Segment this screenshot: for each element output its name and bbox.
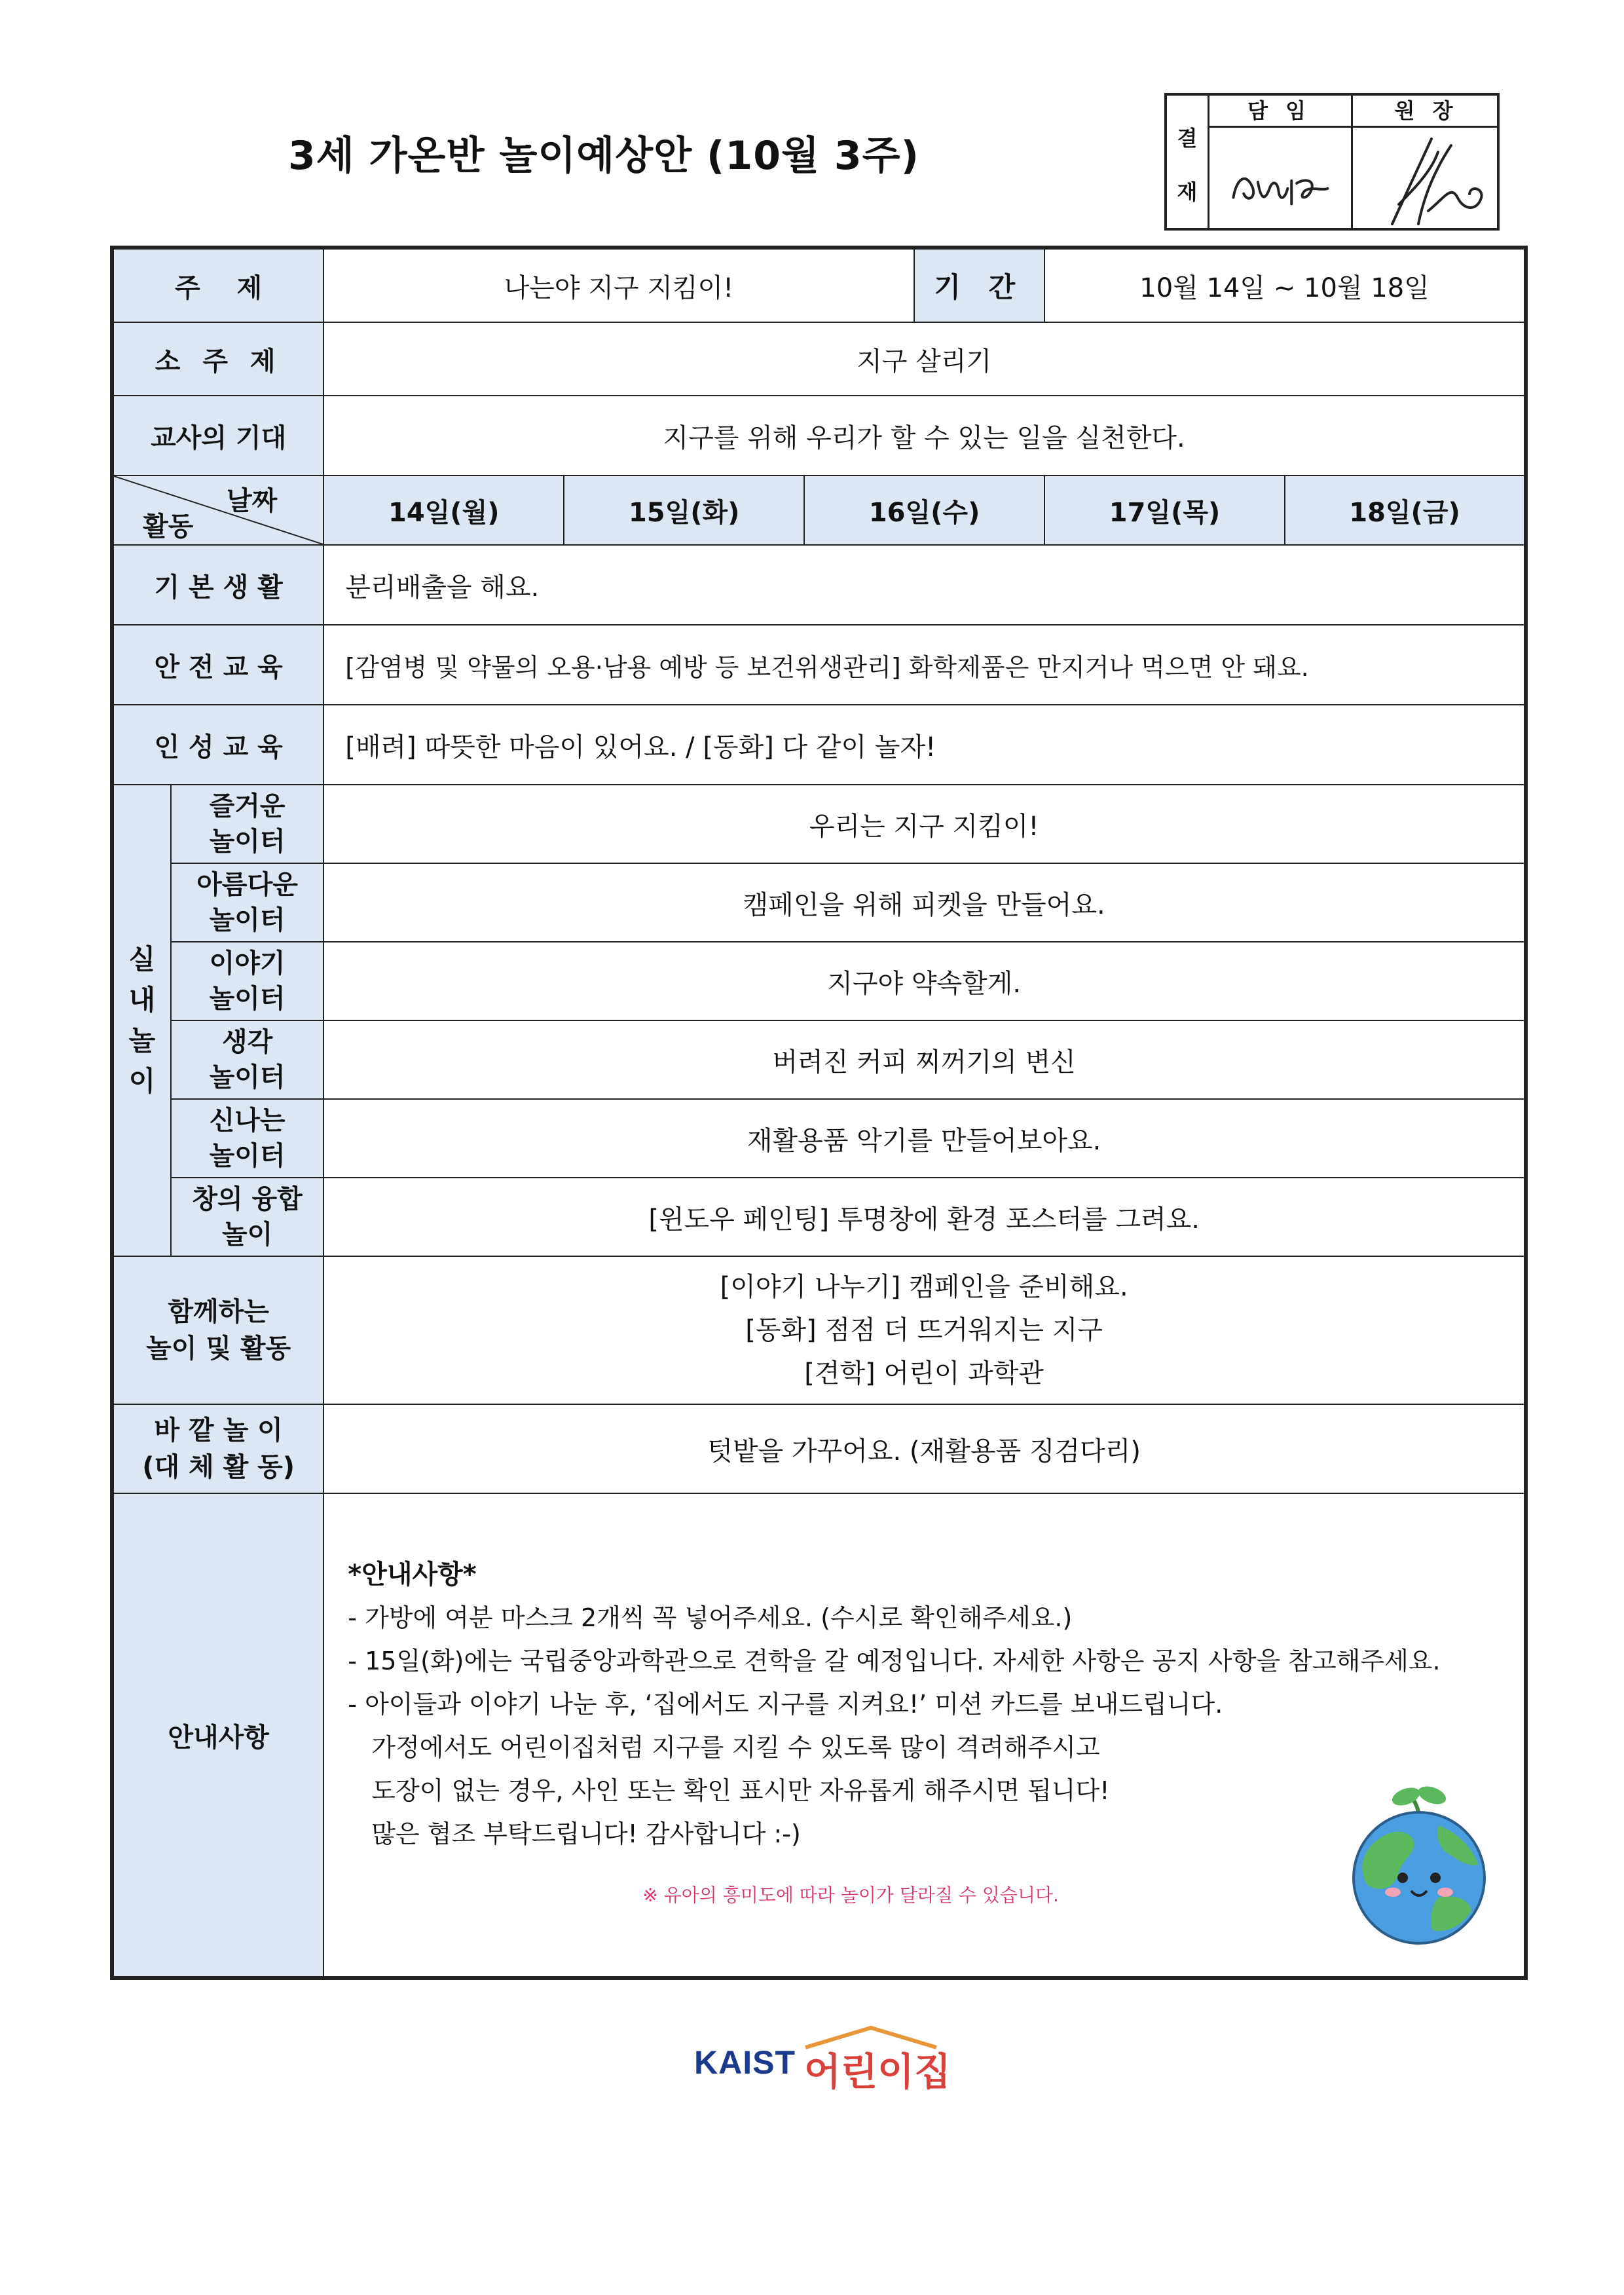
indoor-char-2: 내 (128, 984, 156, 1016)
indoor-item-value: 버려진 커피 찌꺼기의 변신 (323, 1020, 1526, 1099)
character-education-value: [배려] 따뜻한 마음이 있어요. / [동화] 다 같이 놀자! (323, 705, 1526, 785)
together-label-line2: 놀이 및 활동 (146, 1334, 291, 1364)
outdoor-label-line2: (대 체 활 동) (142, 1452, 295, 1482)
indoor-char-4: 이 (128, 1065, 156, 1097)
notice-indent-line: 도장이 없는 경우, 사인 또는 확인 표시만 자유롭게 해주시면 됩니다! (371, 1776, 1110, 1805)
approval-side-label-2: 재 (1177, 179, 1198, 204)
notice-heading: *안내사항* (348, 1559, 477, 1590)
indoor-item-label-line2: 놀이 (221, 1220, 273, 1250)
day-header-mon: 14일(월) (323, 476, 564, 545)
plan-table (110, 246, 1528, 1980)
together-activity-value (323, 1256, 1526, 1404)
kaist-daycare-logo (694, 2024, 956, 2096)
safety-education-label: 안 전 교 육 (112, 625, 323, 705)
indoor-play-group-label (112, 785, 171, 1256)
theme-label: 주 제 (112, 248, 323, 322)
indoor-item-label-line2: 놀이터 (209, 1141, 286, 1171)
approval-teacher-header: 담 임 (1208, 96, 1351, 128)
safety-education-value: [감염병 및 약물의 오용·남용 예방 등 보건위생관리] 화학제품은 만지거나 먹으면 안 돼요. (323, 625, 1526, 705)
approval-side-label-1: 결 (1177, 126, 1198, 151)
logo-daycare-text: 어린이집 (804, 2049, 951, 2094)
indoor-item-value: 재활용품 악기를 만들어보아요. (323, 1099, 1526, 1178)
approval-teacher-column (1208, 96, 1353, 228)
period-label: 기 간 (914, 248, 1045, 322)
outdoor-label-line1: 바 깥 놀 이 (154, 1415, 283, 1446)
indoor-item-label-line1: 아름다운 (196, 870, 298, 900)
indoor-item-label-line2: 놀이터 (209, 827, 286, 857)
indoor-item-label-line2: 놀이터 (209, 984, 286, 1014)
approval-director-header: 원 장 (1353, 96, 1500, 128)
period-value: 10월 14일 ~ 10월 18일 (1044, 248, 1526, 322)
indoor-item-label (171, 1178, 323, 1256)
outdoor-play-value: 텃밭을 가꾸어요. (재활용품 징검다리) (323, 1404, 1526, 1493)
page-title: 3세 가온반 놀이예상안 (10월 3주) (288, 133, 919, 179)
day-header-thu: 17일(목) (1044, 476, 1285, 545)
subtheme-label: 소 주 제 (112, 322, 323, 396)
notice-line: - 가방에 여분 마스크 2개씩 꼭 넣어주세요. (수시로 확인해주세요.) (348, 1603, 1073, 1632)
indoor-char-1: 실 (128, 943, 156, 975)
together-line: [동화] 점점 더 뜨거워지는 지구 (745, 1315, 1103, 1345)
together-line: [견학] 어린이 과학관 (804, 1358, 1044, 1389)
basic-life-value: 분리배출을 해요. (323, 545, 1526, 625)
indoor-item-value: 캠페인을 위해 피켓을 만들어요. (323, 863, 1526, 942)
approval-director-column (1353, 96, 1500, 228)
basic-life-label: 기 본 생 활 (112, 545, 323, 625)
indoor-item-label-line2: 놀이터 (209, 1062, 286, 1092)
indoor-item-label-line1: 이야기 (209, 948, 286, 979)
day-header-wed: 16일(수) (804, 476, 1044, 545)
notice-warning: ※ 유아의 흥미도에 따라 놀이가 달라질 수 있습니다. (642, 1884, 1059, 1906)
outdoor-play-label (112, 1404, 323, 1493)
indoor-item-label-line1: 창의 융합 (192, 1184, 303, 1214)
corner-date-label: 날짜 (227, 486, 278, 516)
approval-box (1164, 93, 1500, 231)
expectation-label: 교사의 기대 (112, 396, 323, 476)
notice-label: 안내사항 (112, 1493, 323, 1978)
indoor-item-value: 지구야 약속할게. (323, 942, 1526, 1020)
indoor-item-label-line1: 즐거운 (209, 791, 286, 821)
character-education-label: 인 성 교 육 (112, 705, 323, 785)
day-header-tue: 15일(화) (564, 476, 804, 545)
notice-indent-line: 많은 협조 부탁드립니다! 감사합니다 :-) (371, 1819, 801, 1848)
notice-indent-line: 가정에서도 어린이집처럼 지구를 지킬 수 있도록 많이 격려해주시고 (371, 1733, 1100, 1762)
together-label-line1: 함께하는 (168, 1297, 269, 1327)
indoor-item-label (171, 1099, 323, 1178)
notice-content (323, 1493, 1526, 1978)
indoor-item-label-line1: 생각 (221, 1027, 273, 1057)
notice-line: - 아이들과 이야기 나눈 후, ‘집에서도 지구를 지켜요!’ 미션 카드를 보내드립니다. (348, 1690, 1223, 1719)
smiling-earth-icon (1340, 1780, 1498, 1950)
notice-line: - 15일(화)에는 국립중앙과학관으로 견학을 갈 예정입니다. 자세한 사항은 공지 사항을 참고해주세요. (348, 1647, 1441, 1675)
indoor-item-value: 우리는 지구 지킴이! (323, 785, 1526, 863)
approval-side (1167, 96, 1209, 228)
day-header-fri: 18일(금) (1285, 476, 1526, 545)
indoor-item-label-line1: 신나는 (209, 1106, 286, 1136)
director-signature-icon (1353, 126, 1500, 231)
together-activity-label (112, 1256, 323, 1404)
expectation-value: 지구를 위해 우리가 할 수 있는 일을 실천한다. (323, 396, 1526, 476)
indoor-item-label-line2: 놀이터 (209, 905, 286, 935)
indoor-item-label (171, 942, 323, 1020)
subtheme-value: 지구 살리기 (323, 322, 1526, 396)
indoor-char-3: 놀 (128, 1024, 156, 1056)
indoor-item-label (171, 863, 323, 942)
date-activity-corner (112, 476, 323, 545)
indoor-item-label (171, 785, 323, 863)
logo-kaist-text: KAIST (694, 2044, 796, 2081)
indoor-item-label (171, 1020, 323, 1099)
teacher-signature-icon (1208, 126, 1351, 231)
theme-value: 나는야 지구 지킴이! (323, 248, 913, 322)
indoor-item-value: [윈도우 페인팅] 투명창에 환경 포스터를 그려요. (323, 1178, 1526, 1256)
corner-activity-label: 활동 (143, 512, 194, 542)
together-line: [이야기 나누기] 캠페인을 준비해요. (720, 1272, 1128, 1302)
